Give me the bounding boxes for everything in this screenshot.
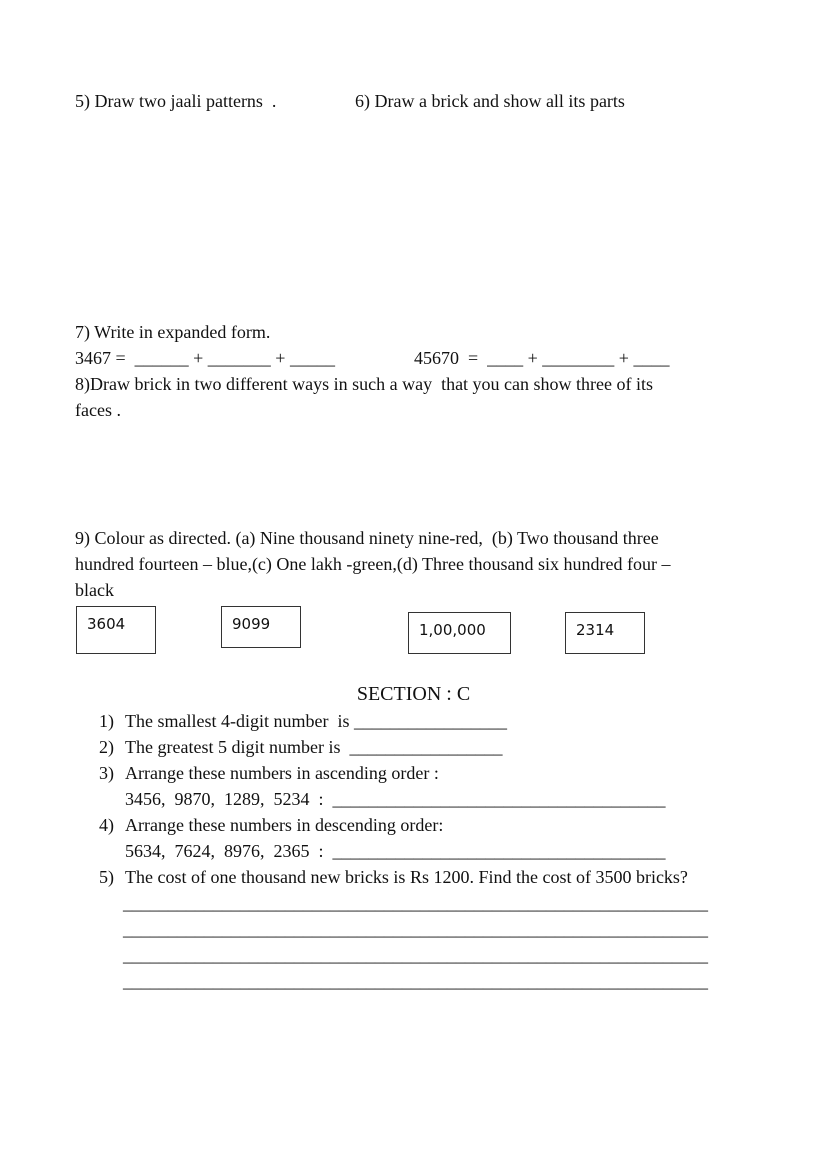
number-box: 3604 [76, 606, 156, 654]
item-number: 5) [99, 867, 114, 887]
answer-line: _________________________________________________________________ [123, 971, 708, 991]
answer-line: _________________________________________________________________ [123, 945, 708, 965]
answer-line: _________________________________________________________________ [123, 893, 708, 913]
question-8: 8)Draw brick in two different ways in such a way that you can show three of its [75, 374, 654, 394]
section-c-item: Arrange these numbers in descending order: [125, 815, 444, 835]
item-number: 1) [99, 711, 114, 731]
section-heading: SECTION : C [356, 683, 471, 705]
item-number: 2) [99, 737, 114, 757]
item-number: 4) [99, 815, 114, 835]
answer-line: _________________________________________________________________ [123, 919, 708, 939]
question-7: 7) Write in expanded form. [75, 322, 271, 342]
number-box: 1,00,000 [408, 612, 511, 654]
question-7a: 3467 = ______ + _______ + _____ [75, 348, 335, 368]
question-7b: 45670 = ____ + ________ + ____ [414, 348, 670, 368]
number-box: 2314 [565, 612, 645, 654]
section-c-item: 3456, 9870, 1289, 5234 : _____________________________________ [125, 789, 666, 809]
section-c-item: Arrange these numbers in ascending order : [125, 763, 439, 783]
question-9: 9) Colour as directed. (a) Nine thousand ninety nine-red, (b) Two thousand three [75, 528, 659, 548]
section-c-item: The greatest 5 digit number is _________________ [125, 737, 503, 757]
item-number: 3) [99, 763, 114, 783]
question-5: 5) Draw two jaali patterns . [75, 91, 277, 111]
question-9-cont2: black [75, 580, 114, 600]
section-c-item: The cost of one thousand new bricks is Rs 1200. Find the cost of 3500 bricks? [125, 867, 688, 887]
question-9-cont: hundred fourteen – blue,(c) One lakh -green,(d) Three thousand six hundred four – [75, 554, 671, 574]
number-box: 9099 [221, 606, 301, 648]
section-c-item: 5634, 7624, 8976, 2365 : _____________________________________ [125, 841, 666, 861]
section-c-item: The smallest 4-digit number is _________________ [125, 711, 507, 731]
question-8-cont: faces . [75, 400, 121, 420]
question-6: 6) Draw a brick and show all its parts [355, 91, 625, 111]
